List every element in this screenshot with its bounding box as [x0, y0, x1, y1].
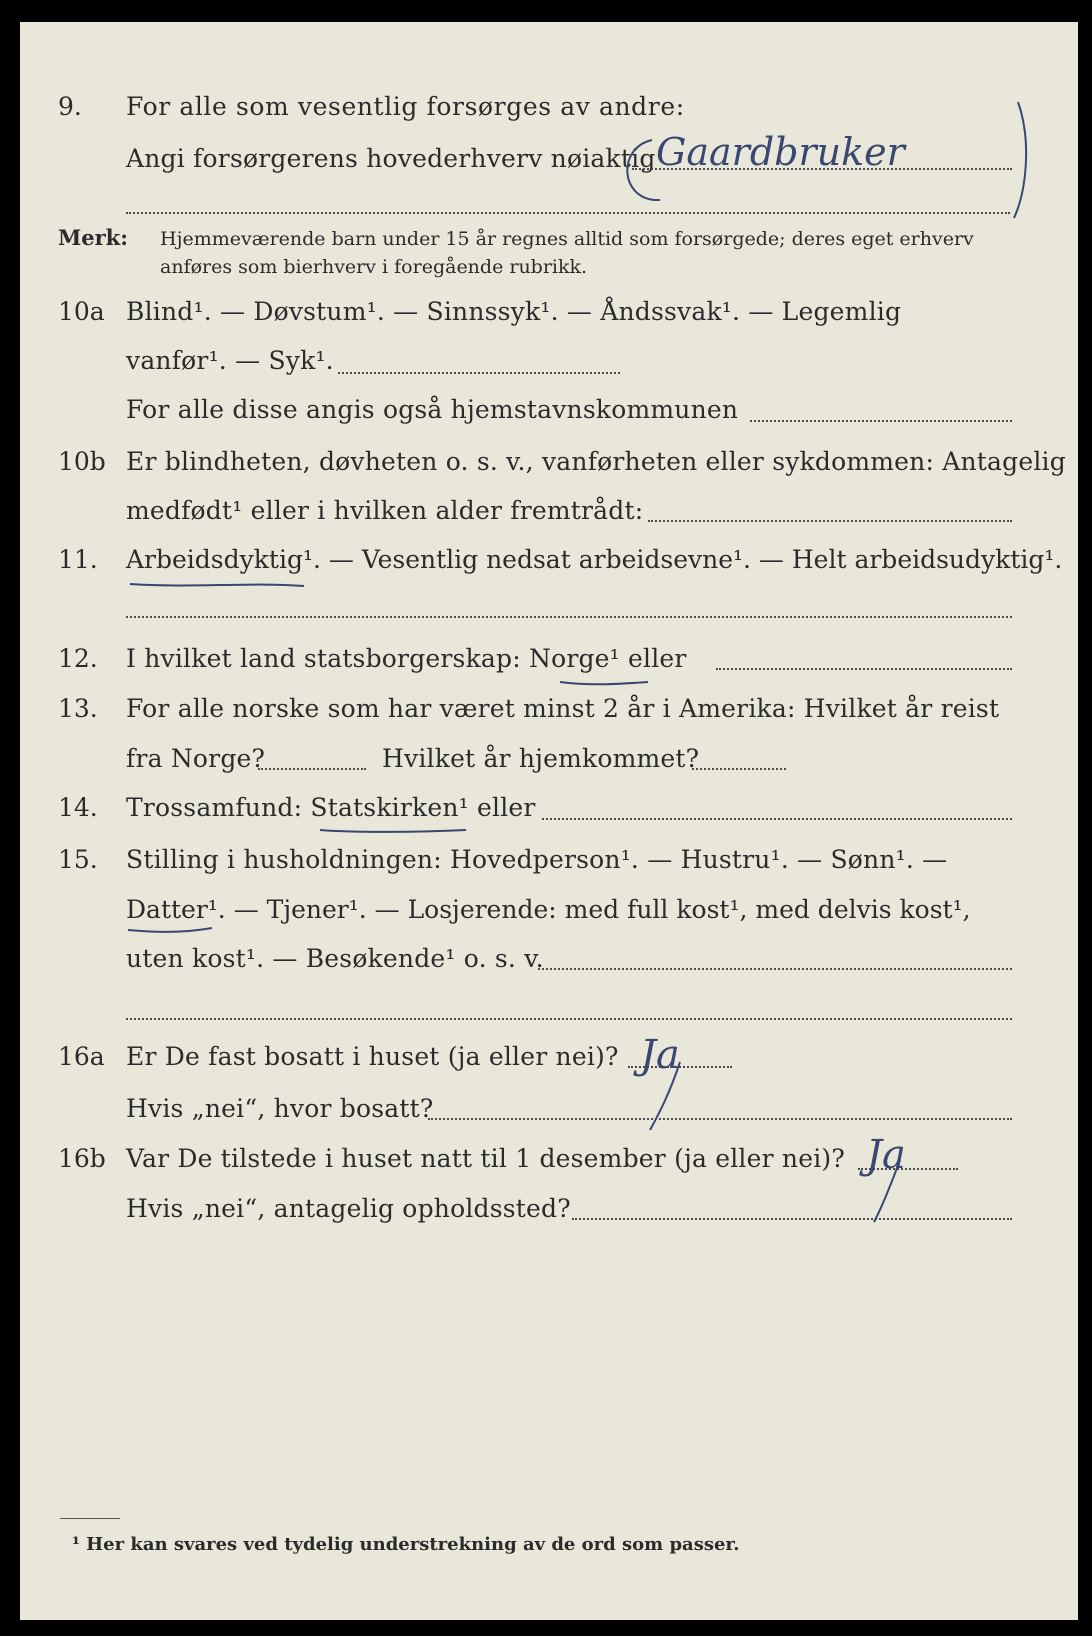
question-text: Hvis „nei“, hvor bosatt?: [126, 1094, 434, 1123]
question-number: 10b: [58, 447, 106, 476]
handwritten-answer: Ja: [640, 1032, 680, 1078]
underline-statskirken: [320, 830, 466, 832]
question-number: 14.: [58, 793, 98, 822]
answer-line: [538, 968, 1012, 970]
question-number: 13.: [58, 694, 98, 723]
footnote-rule: [60, 1518, 120, 1519]
question-text: Var De tilstede i huset natt til 1 desember (ja eller nei)?: [126, 1144, 845, 1173]
question-number: 15.: [58, 845, 98, 874]
handwritten-answer: Gaardbruker: [656, 130, 905, 174]
census-form-page: [20, 22, 1078, 1620]
question-text: Er De fast bosatt i huset (ja eller nei)?: [126, 1042, 619, 1071]
question-number: 16b: [58, 1144, 106, 1173]
question-text: Blind¹. — Døvstum¹. — Sinnssyk¹. — Åndssvak¹. — Legemlig: [126, 297, 902, 326]
answer-line: [572, 1218, 1012, 1220]
note-text: Hjemmeværende barn under 15 år regnes alltid som forsørgede; deres eget erhverv: [160, 228, 974, 250]
answer-line: [716, 668, 1012, 670]
answer-line: [692, 768, 786, 770]
question-number: 9.: [58, 92, 82, 121]
question-text: Datter¹. — Tjener¹. — Losjerende: med full kost¹, med delvis kost¹,: [126, 895, 971, 924]
note-label: Merk:: [58, 225, 128, 250]
question-text: For alle som vesentlig forsørges av andre:: [126, 92, 685, 121]
answer-line: [126, 212, 1010, 214]
question-text: Trossamfund: Statskirken¹ eller: [126, 793, 536, 822]
answer-line: [126, 1018, 1012, 1020]
note-text: anføres som bierhverv i foregående rubrikk.: [160, 256, 588, 278]
answer-line: [428, 1118, 1012, 1120]
footnote: ¹ Her kan svares ved tydelig understrekning av de ord som passer.: [72, 1534, 740, 1555]
question-text: Arbeidsdyktig¹. — Vesentlig nedsat arbeidsevne¹. — Helt arbeidsudyktig¹.: [126, 545, 1063, 574]
question-number: 10a: [58, 297, 105, 326]
question-number: 12.: [58, 644, 98, 673]
question-number: 11.: [58, 545, 98, 574]
question-text: Hvilket år hjemkommet?: [382, 744, 700, 773]
question-text: I hvilket land statsborgerskap: Norge¹ eller: [126, 644, 687, 673]
question-text: Er blindheten, døvheten o. s. v., vanførheten eller sykdommen: Antagelig: [126, 447, 1066, 476]
handwritten-answer: Ja: [866, 1132, 906, 1178]
underline-arbeidsdyktig: [130, 584, 304, 586]
answer-line: [648, 520, 1012, 522]
answer-line: [338, 372, 620, 374]
answer-line: [542, 818, 1012, 820]
answer-line: [750, 420, 1012, 422]
question-text: Hvis „nei“, antagelig opholdssted?: [126, 1194, 571, 1223]
underline-norge: [560, 682, 648, 684]
question-text: Angi forsørgerens hovederhverv nøiaktig: [126, 144, 656, 173]
question-text: For alle disse angis også hjemstavnskommunen: [126, 395, 739, 424]
answer-line: [126, 616, 1012, 618]
question-number: 16a: [58, 1042, 105, 1071]
underline-datter: [128, 928, 212, 932]
question-text: medfødt¹ eller i hvilken alder fremtrådt:: [126, 496, 644, 525]
question-text: For alle norske som har været minst 2 år i Amerika: Hvilket år reist: [126, 694, 1000, 723]
question-text: fra Norge?: [126, 744, 266, 773]
question-text: vanfør¹. — Syk¹.: [126, 346, 334, 375]
question-text: uten kost¹. — Besøkende¹ o. s. v.: [126, 944, 544, 973]
answer-line: [258, 768, 366, 770]
question-text: Stilling i husholdningen: Hovedperson¹. — Hustru¹. — Sønn¹. —: [126, 845, 948, 874]
